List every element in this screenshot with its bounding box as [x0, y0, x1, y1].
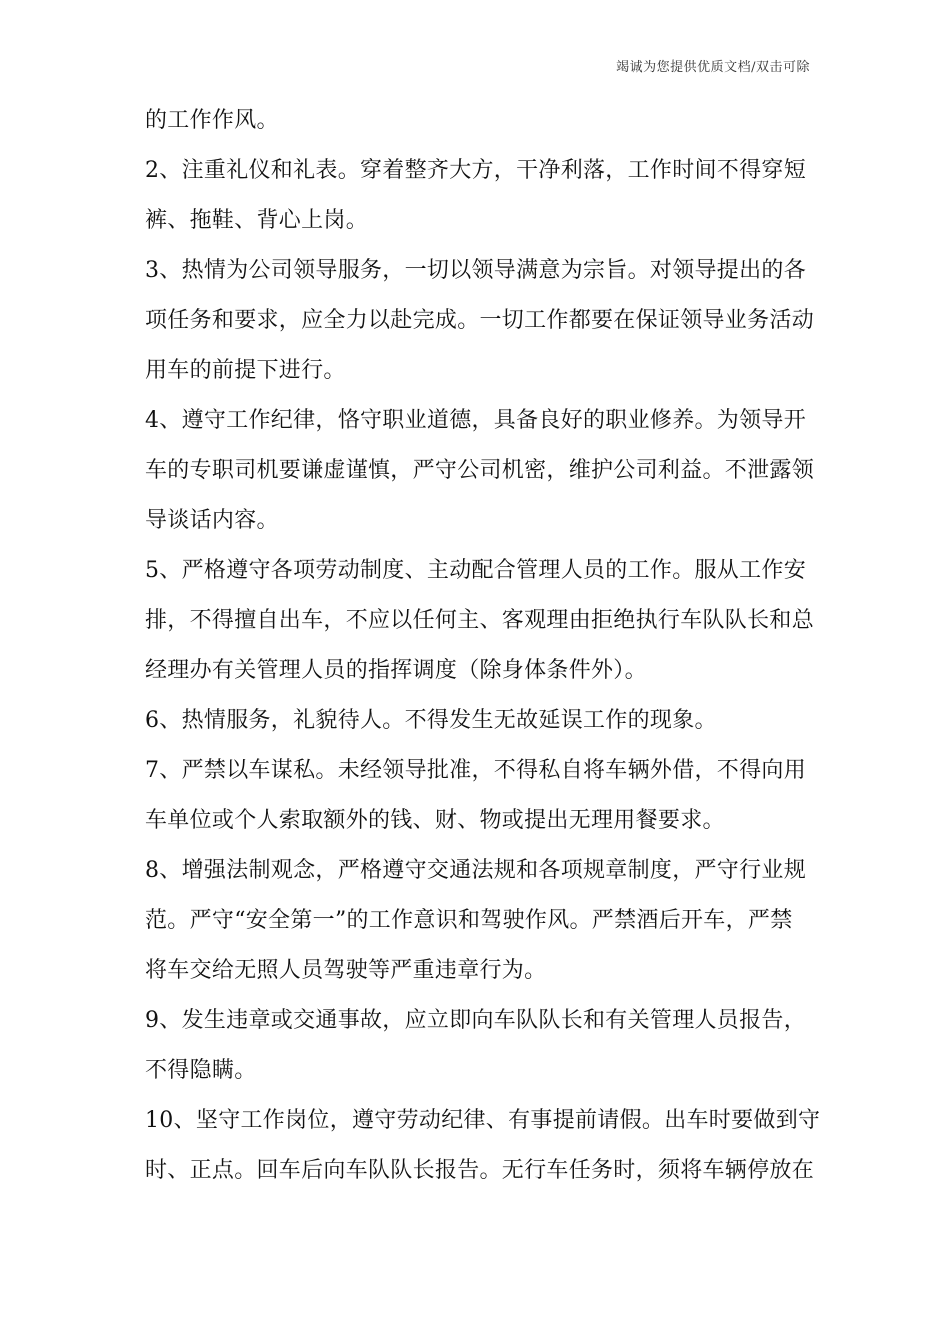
text-line: 8、增强法制观念，严格遵守交通法规和各项规章制度，严守行业规 — [145, 858, 806, 883]
text-line: 5、严格遵守各项劳动制度、主动配合管理人员的工作。服从工作安 — [145, 558, 806, 583]
text-line: 时、正点。回车后向车队队长报告。无行车任务时，须将车辆停放在 — [145, 1158, 815, 1183]
header-note: 竭诚为您提供优质文档/双击可除 — [616, 60, 810, 75]
text-line: 车单位或个人索取额外的钱、财、物或提出无理用餐要求。 — [145, 808, 725, 833]
text-line: 项任务和要求，应全力以赴完成。一切工作都要在保证领导业务活动 — [145, 308, 815, 333]
document-body — [145, 96, 825, 1196]
text-line: 4、遵守工作纪律，恪守职业道德，具备良好的职业修养。为领导开 — [145, 408, 806, 433]
text-line: 10、坚守工作岗位，遵守劳动纪律、有事提前请假。出车时要做到守 — [145, 1108, 821, 1133]
text-line: 车的专职司机要谦虚谨慎，严守公司机密，维护公司利益。不泄露领 — [145, 458, 815, 483]
text-line: 3、热情为公司领导服务，一切以领导满意为宗旨。对领导提出的各 — [145, 258, 806, 283]
text-line: 7、严禁以车谋私。未经领导批准，不得私自将车辆外借，不得向用 — [145, 758, 806, 783]
text-line: 经理办有关管理人员的指挥调度（除身体条件外）。 — [145, 658, 647, 683]
text-line: 6、热情服务，礼貌待人。不得发生无故延误工作的现象。 — [145, 708, 717, 733]
text-line: 不得隐瞒。 — [145, 1058, 257, 1083]
text-line: 导谈话内容。 — [145, 508, 279, 533]
text-line: 用车的前提下进行。 — [145, 358, 346, 383]
text-line: 排，不得擅自出车，不应以任何主、客观理由拒绝执行车队队长和总 — [145, 608, 815, 633]
text-line: 2、注重礼仪和礼表。穿着整齐大方，干净利落，工作时间不得穿短 — [145, 158, 806, 183]
text-line: 9、发生违章或交通事故，应立即向车队队长和有关管理人员报告， — [145, 1008, 806, 1033]
text-line: 范。严守“安全第一”的工作意识和驾驶作风。严禁酒后开车，严禁 — [145, 908, 793, 933]
text-line: 将车交给无照人员驾驶等严重违章行为。 — [145, 958, 547, 983]
text-line: 裤、拖鞋、背心上岗。 — [145, 208, 369, 233]
text-line: 的工作作风。 — [145, 108, 279, 133]
